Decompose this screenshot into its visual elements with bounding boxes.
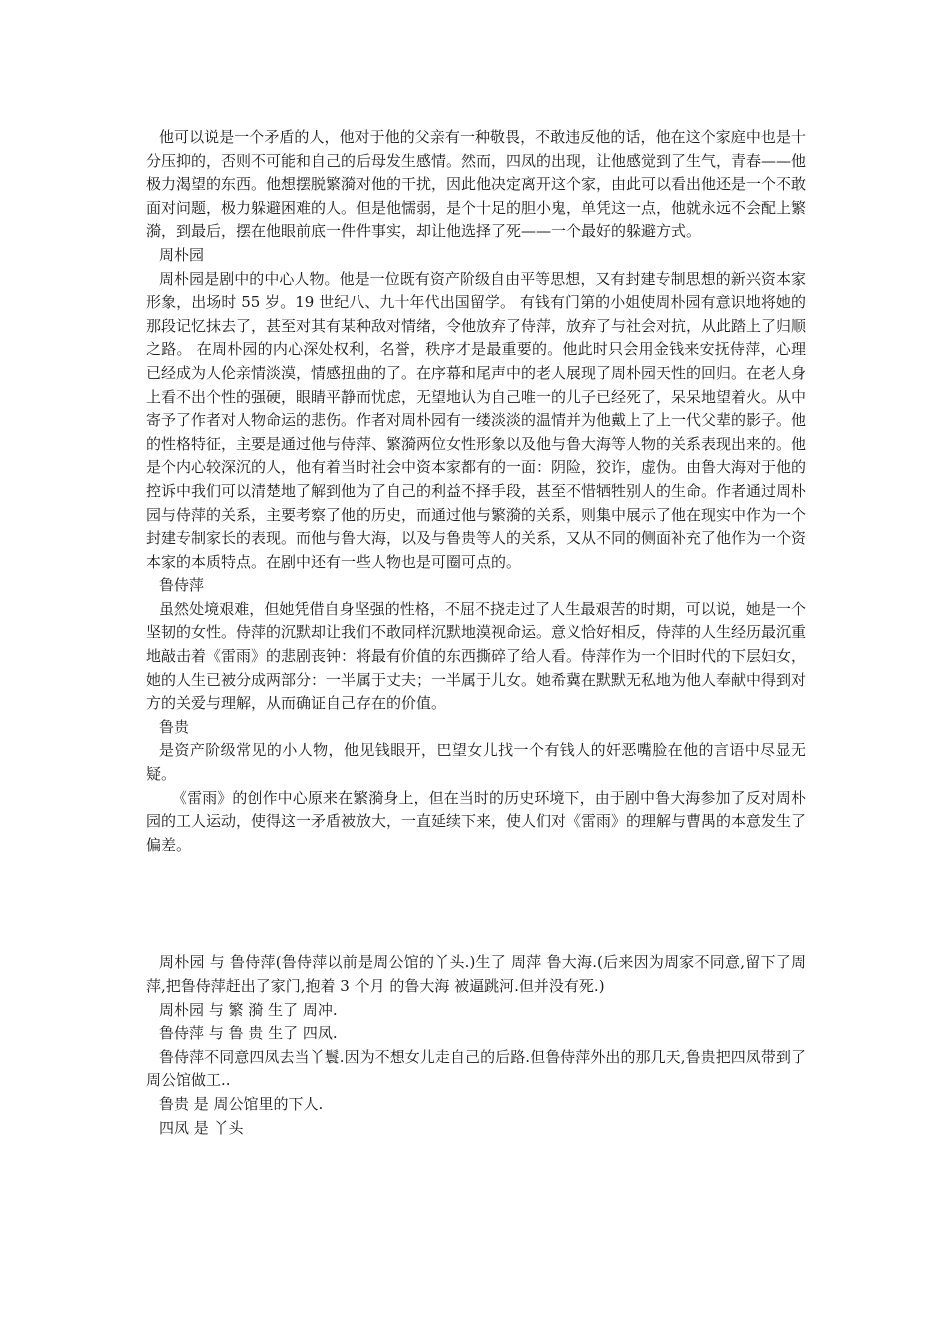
relation-line-4: 鲁侍萍不同意四凤去当丫鬟.因为不想女儿走自己的后路.但鲁侍萍外出的那几天,鲁贵把四凤带到了周公馆做工.. bbox=[146, 1047, 806, 1090]
paragraph-leiyu: 《雷雨》的创作中心原来在繁漪身上，但在当时的历史环境下，由于剧中鲁大海参加了反对周朴园的工人运动，使得这一矛盾被放大，一直延续下来，使人们对《雷雨》的理解与曹禺的本意发生了偏差。 bbox=[146, 788, 807, 854]
relation-line-5: 鲁贵 是 周公馆里的下人. bbox=[159, 1094, 324, 1113]
section-gap bbox=[146, 857, 806, 951]
relation-line-2: 周朴园 与 繁 漪 生了 周冲. bbox=[159, 1000, 338, 1019]
document-page bbox=[146, 126, 806, 1140]
paragraph-lu-gui: 是资产阶级常见的小人物，他见钱眼开，巴望女儿找一个有钱人的奸恶嘴脸在他的言语中尽显无疑。 bbox=[146, 741, 806, 784]
relation-line-3: 鲁侍萍 与 鲁 贵 生了 四凤. bbox=[159, 1024, 338, 1043]
paragraph-zhou-puyuan: 周朴园是剧中的中心人物。他是一位既有资产阶级自由平等思想，又有封建专制思想的新兴资本家形象，出场时 55 岁。19 世纪八、九十年代出国留学。 有钱有门第的小姐使周朴园有意识地将她的那段记忆抹去了，甚至对其有某种敌对情绪，令他放弃了侍萍，放弃了与社会对抗，从此踏上了归顺之路。 在周朴园的内心深处权利，名誉，秩序才是最重要的。他此时只会用金钱来安抚侍萍，心理已经成为人伦亲情淡漠，情感扭曲的了。在序幕和尾声中的老人展现了周朴园天性的回归。在老人身上看不出个性的强硬，眼睛平静而忧虑，无望地认为自己唯一的儿子已经死了，呆呆地望着火。从中寄予了作者对人物命运的悲伤。作者对周朴园有一缕淡淡的温情并为他戴上了上一代父辈的影子。他的性格特征，主要是通过他与侍萍、繁漪两位女性形象以及他与鲁大海等人物的关系表现出来的。他是个内心较深沉的人，他有着当时社会中资本家都有的一面：阴险，狡诈，虚伪。由鲁大海对于他的控诉中我们可以清楚地了解到他为了自己的利益不择手段，甚至不惜牺牲别人的生命。作者通过周朴园与侍萍的关系，主要考察了他的历史，而通过他与繁漪的关系，则集中展示了他在现实中作为一个封建专制家长的表现。而他与鲁大海，以及与鲁贵等人的关系，又从不同的侧面补充了他作为一个资本家的本质特点。在剧中还有一些人物也是可圈可点的。 bbox=[146, 269, 807, 571]
relation-line-6: 四凤 是 丫头 bbox=[159, 1118, 244, 1137]
relation-line-1: 周朴园 与 鲁侍萍(鲁侍萍以前是周公馆的丫头.)生了 周萍 鲁大海.(后来因为周家不同意,留下了周萍,把鲁侍萍赶出了家门,抱着 3 个月 的鲁大海 被逼跳河.但并没有死.) bbox=[146, 953, 806, 995]
paragraph-character-analysis: 他可以说是一个矛盾的人，他对于他的父亲有一种敬畏，不敢违反他的话，他在这个家庭中也是十分压抑的，否则不可能和自己的后母发生感情。然而，四凤的出现，让他感觉到了生气，青春——他极力渴望的东西。他想摆脱繁漪对他的干扰，因此他决定离开这个家，由此可以看出他还是一个不敢面对问题，极力躲避困难的人。但是他懦弱，是个十足的胆小鬼，单凭这一点，他就永远不会配上繁漪，到最后，摆在他眼前底一件件事实，却让他选择了死——一个最好的躲避方式。 bbox=[146, 128, 807, 241]
heading-lu-gui: 鲁贵 bbox=[159, 717, 190, 736]
heading-lu-shiping: 鲁侍萍 bbox=[159, 576, 205, 595]
paragraph-lu-shiping: 虽然处境艰难，但她凭借自身坚强的性格，不屈不挠走过了人生最艰苦的时期，可以说，她是一个坚韧的女性。侍萍的沉默却让我们不敢同样沉默地漠视命运。意义恰好相反，侍萍的人生经历最沉重地敲击着《雷雨》的悲剧丧钟：将最有价值的东西撕碎了给人看。侍萍作为一个旧时代的下层妇女，她的人生已被分成两部分：一半属于丈夫；一半属于儿女。她希冀在默默无私地为他人奉献中得到对方的关爱与理解，从而确证自己存在的价值。 bbox=[146, 599, 807, 713]
heading-zhou-puyuan: 周朴园 bbox=[159, 245, 205, 264]
